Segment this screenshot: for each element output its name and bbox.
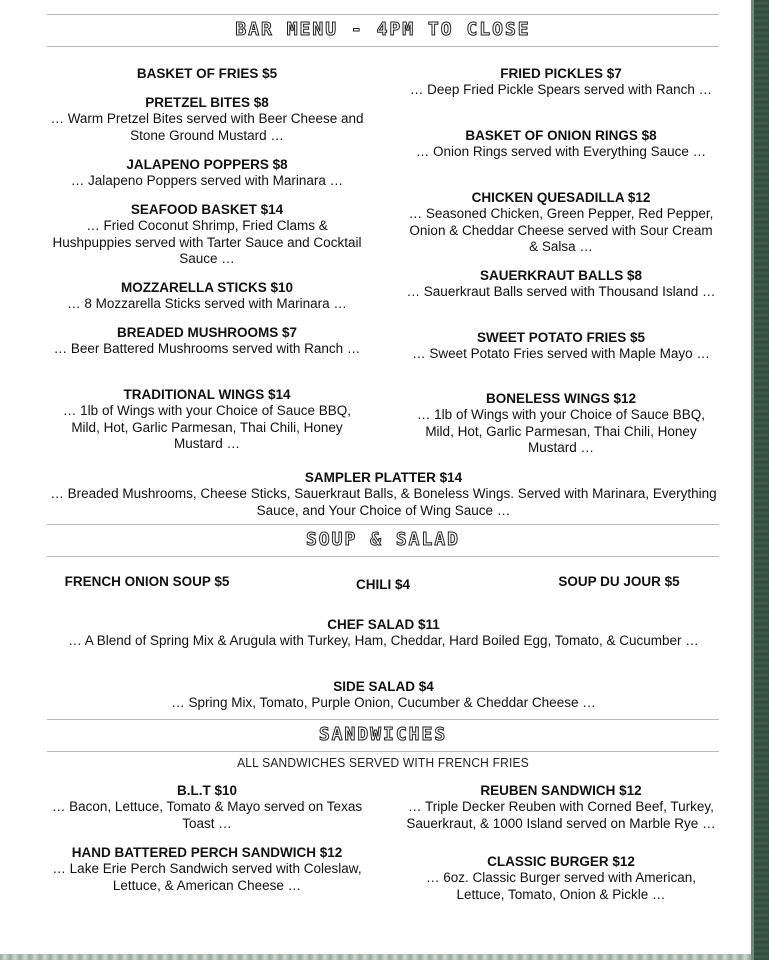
item-name: BONELESS WINGS $12	[485, 391, 637, 406]
item-name: PRETZEL BITES $8	[145, 95, 269, 110]
menu-item-traditional-wings	[50, 387, 364, 453]
menu-item-sampler-platter	[50, 470, 717, 519]
menu-item-boneless-wings	[405, 391, 717, 457]
item-description: … Beer Battered Mushrooms served with Ranch …	[53, 341, 361, 356]
item-description: … A Blend of Spring Mix & Arugula with Turkey, Ham, Cheddar, Hard Boiled Egg, Tomato, & Cucumber …	[68, 633, 699, 648]
item-name: HAND BATTERED PERCH SANDWICH $12	[71, 845, 343, 860]
item-name: CHICKEN QUESADILLA $12	[471, 190, 651, 205]
item-name: CHEF SALAD $11	[327, 617, 440, 632]
menu-item-chili	[318, 577, 448, 593]
item-description: … Breaded Mushrooms, Cheese Sticks, Sauerkraut Balls, & Boneless Wings. Served with Marinara, Everything Sauce, and Your Choice of Wing Sauce …	[50, 486, 717, 518]
item-name: BREADED MUSHROOMS $7	[116, 325, 298, 340]
menu-item-soup-du-jour	[534, 574, 704, 590]
menu-item-blt	[50, 783, 364, 832]
item-name: SIDE SALAD $4	[333, 679, 434, 694]
decorative-bottom-strip	[0, 954, 751, 960]
item-name: CHILI $4	[355, 577, 410, 592]
item-name: FRENCH ONION SOUP $5	[64, 574, 230, 589]
item-name: BASKET OF FRIES $5	[136, 66, 278, 81]
item-description: … Warm Pretzel Bites served with Beer Cheese and Stone Ground Mustard …	[50, 111, 364, 143]
item-description: … 8 Mozzarella Sticks served with Marinara …	[67, 296, 347, 311]
menu-item-jalapeno-poppers	[50, 157, 364, 190]
menu-item-french-onion-soup	[50, 574, 244, 590]
menu-item-seafood-basket	[50, 202, 364, 268]
menu-item-side-salad	[50, 679, 717, 712]
item-description: … 1lb of Wings with your Choice of Sauce BBQ, Mild, Hot, Garlic Parmesan, Thai Chili, Honey Mustard …	[416, 407, 706, 455]
item-description: … Jalapeno Poppers served with Marinara …	[70, 173, 344, 188]
menu-item-basket-of-fries	[50, 66, 364, 82]
item-name: MOZZARELLA STICKS $10	[120, 280, 293, 295]
item-name: BASKET OF ONION RINGS $8	[465, 128, 657, 143]
soup-salad-title: SOUP & SALAD	[305, 529, 461, 550]
menu-item-fried-pickles	[405, 66, 717, 99]
menu-item-sauerkraut-balls	[405, 268, 717, 301]
item-name: FRIED PICKLES $7	[500, 66, 622, 81]
menu-item-classic-burger	[405, 854, 717, 903]
menu-item-pretzel-bites	[50, 95, 364, 144]
item-name: CLASSIC BURGER $12	[487, 854, 635, 869]
item-description: … Spring Mix, Tomato, Purple Onion, Cucumber & Cheddar Cheese …	[171, 695, 596, 710]
item-description: … Sauerkraut Balls served with Thousand Island …	[406, 284, 716, 299]
bar-menu-header	[47, 14, 719, 47]
item-description: … 1lb of Wings with your Choice of Sauce BBQ, Mild, Hot, Garlic Parmesan, Thai Chili, Honey Mustard …	[62, 403, 352, 451]
menu-item-chef-salad	[50, 617, 717, 650]
item-description: … Sweet Potato Fries served with Maple Mayo …	[412, 346, 710, 361]
item-description: … Onion Rings served with Everything Sauce …	[415, 144, 707, 159]
soup-salad-header	[47, 524, 719, 557]
sandwiches-note: ALL SANDWICHES SERVED WITH FRENCH FRIES	[237, 755, 529, 771]
item-name: REUBEN SANDWICH $12	[480, 783, 642, 798]
sandwiches-title: SANDWICHES	[318, 724, 448, 745]
item-name: JALAPENO POPPERS $8	[126, 157, 288, 172]
menu-item-perch-sandwich	[50, 845, 364, 894]
menu-item-mozzarella-sticks	[50, 280, 364, 313]
item-description: … Bacon, Lettuce, Tomato & Mayo served on Texas Toast …	[51, 799, 363, 831]
item-description: … 6oz. Classic Burger served with American, Lettuce, Tomato, Onion & Pickle …	[425, 870, 697, 902]
menu-item-breaded-mushrooms	[50, 325, 364, 358]
menu-item-basket-of-onion-rings	[405, 128, 717, 161]
item-name: SOUP DU JOUR $5	[558, 574, 680, 589]
menu-item-reuben-sandwich	[405, 783, 717, 832]
item-description: … Lake Erie Perch Sandwich served with Coleslaw, Lettuce, & American Cheese …	[52, 861, 362, 893]
item-name: SEAFOOD BASKET $14	[130, 202, 284, 217]
decorative-side-border	[751, 0, 769, 960]
item-description: … Deep Fried Pickle Spears served with Ranch …	[409, 82, 713, 97]
menu-item-sweet-potato-fries	[405, 330, 717, 363]
bar-menu-title: BAR MENU - 4PM TO CLOSE	[235, 19, 531, 40]
item-description: … Seasoned Chicken, Green Pepper, Red Pepper, Onion & Cheddar Cheese served with Sour Cream & Salsa …	[408, 206, 714, 254]
item-description: … Triple Decker Reuben with Corned Beef, Turkey, Sauerkraut, & 1000 Island served on Marble Rye …	[406, 799, 716, 831]
item-name: SWEET POTATO FRIES $5	[476, 330, 646, 345]
item-name: B.L.T $10	[176, 783, 238, 798]
item-description: … Fried Coconut Shrimp, Fried Clams & Hushpuppies served with Tarter Sauce and Cocktail Sauce …	[52, 218, 362, 266]
sandwiches-header	[47, 719, 719, 752]
menu-item-chicken-quesadilla	[405, 190, 717, 256]
item-name: SAMPLER PLATTER $14	[304, 470, 463, 485]
item-name: TRADITIONAL WINGS $14	[123, 387, 291, 402]
item-name: SAUERKRAUT BALLS $8	[479, 268, 642, 283]
